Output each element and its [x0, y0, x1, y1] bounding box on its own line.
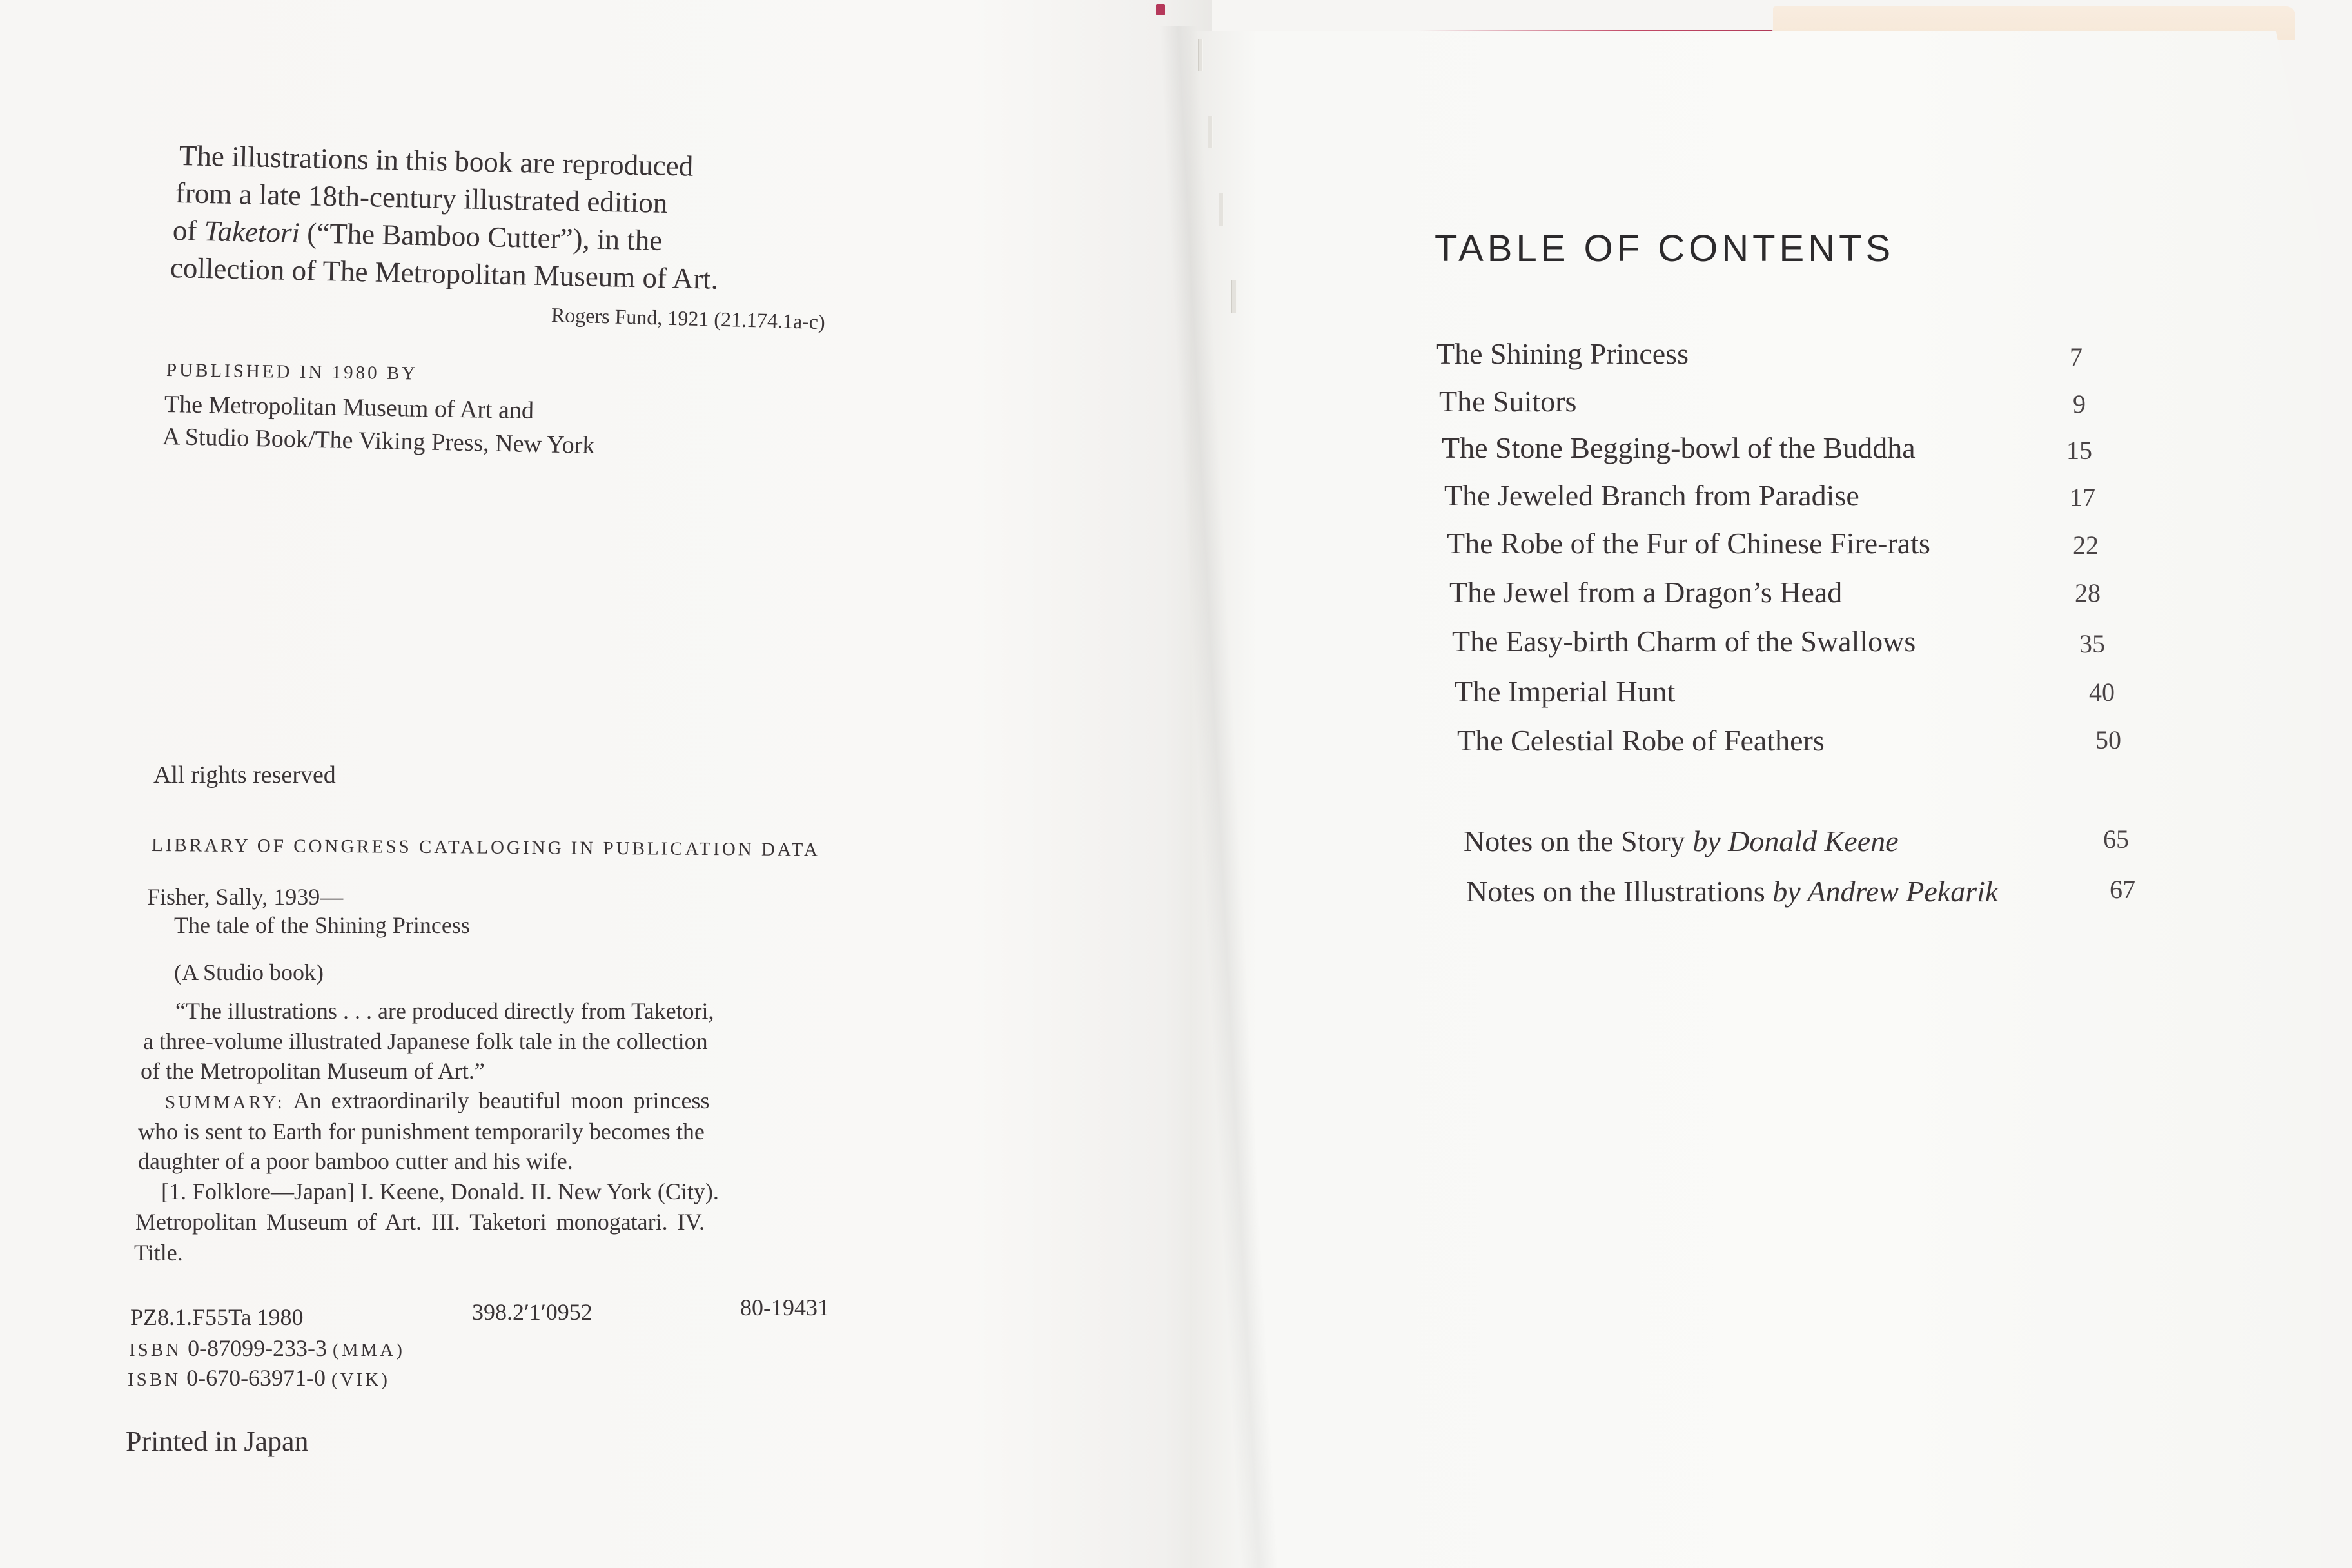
toc-entry-title[interactable]: The Stone Begging-bowl of the Buddha — [1442, 431, 1916, 464]
credit-text: of — [172, 214, 205, 248]
toc-entry-title[interactable]: The Celestial Robe of Feathers — [1457, 724, 1825, 757]
notes-story-entry[interactable] — [1464, 824, 1899, 858]
toc-heading: TABLE OF CONTENTS — [1435, 228, 1895, 270]
summary-label: SUMMARY: — [165, 1092, 285, 1113]
toc-entry-page: 50 — [2095, 725, 2121, 754]
toc-entry-page: 17 — [2070, 483, 2095, 512]
credit-line-1: The illustrations in this book are reproduced — [179, 139, 694, 182]
toc-entry-title[interactable]: The Robe of the Fur of Chinese Fire-rats — [1447, 527, 1930, 560]
isbn-tag: (VIK) — [331, 1369, 390, 1390]
toc-entry-title[interactable]: The Imperial Hunt — [1455, 675, 1676, 708]
cip-summary-3: daughter of a poor bamboo cutter and his wife. — [138, 1148, 573, 1174]
toc-entry-page: 65 — [2103, 825, 2129, 854]
isbn-label: ISBN — [128, 1369, 181, 1390]
call-number: PZ8.1.F55Ta 1980 — [130, 1304, 304, 1330]
cip-subject-2: Metropolitan Museum of Art. III. Taketori monogatari. IV. — [135, 1209, 705, 1235]
publisher-line-2: A Studio Book/The Viking Press, New York — [162, 423, 595, 460]
notes-author: by Donald Keene — [1692, 825, 1899, 858]
toc-entry-page: 7 — [2070, 342, 2082, 371]
printed-in: Printed in Japan — [126, 1426, 309, 1457]
toc-entry-page: 15 — [2066, 436, 2092, 465]
cip-author: Fisher, Sally, 1939— — [147, 884, 344, 910]
cip-title: The tale of the Shining Princess — [174, 912, 470, 938]
cip-subject-1: [1. Folklore—Japan] I. Keene, Donald. II. New York (City). — [161, 1179, 719, 1204]
binding-stitch — [1208, 116, 1213, 148]
toc-entry-title[interactable]: The Easy-birth Charm of the Swallows — [1452, 625, 1916, 658]
notes-title: Notes on the Illustrations — [1466, 875, 1773, 908]
toc-entry-page: 9 — [2073, 389, 2086, 418]
cip-header: LIBRARY OF CONGRESS CATALOGING IN PUBLICATION DATA — [151, 835, 821, 861]
toc-entry-page: 67 — [2110, 875, 2135, 904]
binding-stitch — [1231, 280, 1237, 313]
toc-entry-page: 28 — [2075, 578, 2101, 607]
credit-italic-title: Taketori — [204, 215, 300, 250]
toc-entry-page: 22 — [2073, 531, 2099, 560]
credit-line-2: from a late 18th-century illustrated edition — [175, 177, 668, 219]
isbn-number: 0-670-63971-0 — [186, 1365, 326, 1391]
binding-stitch — [1219, 193, 1224, 226]
published-label: PUBLISHED IN 1980 BY — [166, 360, 418, 384]
toc-entry-page: 35 — [2079, 629, 2105, 658]
credit-text: (“The Bamboo Cutter”), in the — [299, 217, 663, 257]
cip-series: (A Studio book) — [174, 959, 324, 985]
credit-line-4: collection of The Metropolitan Museum of Art. — [170, 251, 719, 295]
cip-summary-1 — [165, 1086, 710, 1118]
rogers-fund: Rogers Fund, 1921 (21.174.1a-c) — [551, 303, 826, 334]
notes-title: Notes on the Story — [1464, 825, 1693, 858]
toc-entry-title[interactable]: The Suitors — [1439, 385, 1577, 418]
cip-quote-2: a three-volume illustrated Japanese folk tale in the collection — [143, 1028, 708, 1054]
summary-text: An extraordinarily beautiful moon princess — [284, 1088, 710, 1113]
isbn-number: 0-87099-233-3 — [188, 1335, 328, 1361]
isbn-mma — [129, 1333, 405, 1366]
toc-entry-page: 40 — [2089, 678, 2115, 707]
cip-quote-3: of the Metropolitan Museum of Art.” — [141, 1058, 485, 1084]
isbn-vik — [128, 1363, 390, 1395]
cover-red-corner — [1156, 4, 1165, 15]
rights-reserved: All rights reserved — [153, 761, 336, 789]
cip-summary-2: who is sent to Earth for punishment temporarily becomes the — [138, 1119, 705, 1144]
publisher-line-1: The Metropolitan Museum of Art and — [164, 391, 534, 424]
cip-quote-1: “The illustrations . . . are produced directly from Taketori, — [175, 998, 714, 1024]
dewey-number: 398.2′1′0952 — [472, 1299, 593, 1325]
cip-subject-3: Title. — [134, 1240, 183, 1266]
notes-author: by Andrew Pekarik — [1772, 875, 1999, 908]
isbn-tag: (MMA) — [333, 1340, 405, 1360]
binding-stitch — [1198, 39, 1203, 71]
toc-entry-title[interactable]: The Jewel from a Dragon’s Head — [1449, 576, 1843, 609]
notes-illustrations-entry[interactable] — [1466, 874, 1998, 908]
toc-entry-title[interactable]: The Shining Princess — [1436, 337, 1689, 370]
lccn: 80-19431 — [740, 1295, 829, 1320]
toc-entry-title[interactable]: The Jeweled Branch from Paradise — [1444, 479, 1859, 512]
isbn-label: ISBN — [129, 1340, 182, 1360]
